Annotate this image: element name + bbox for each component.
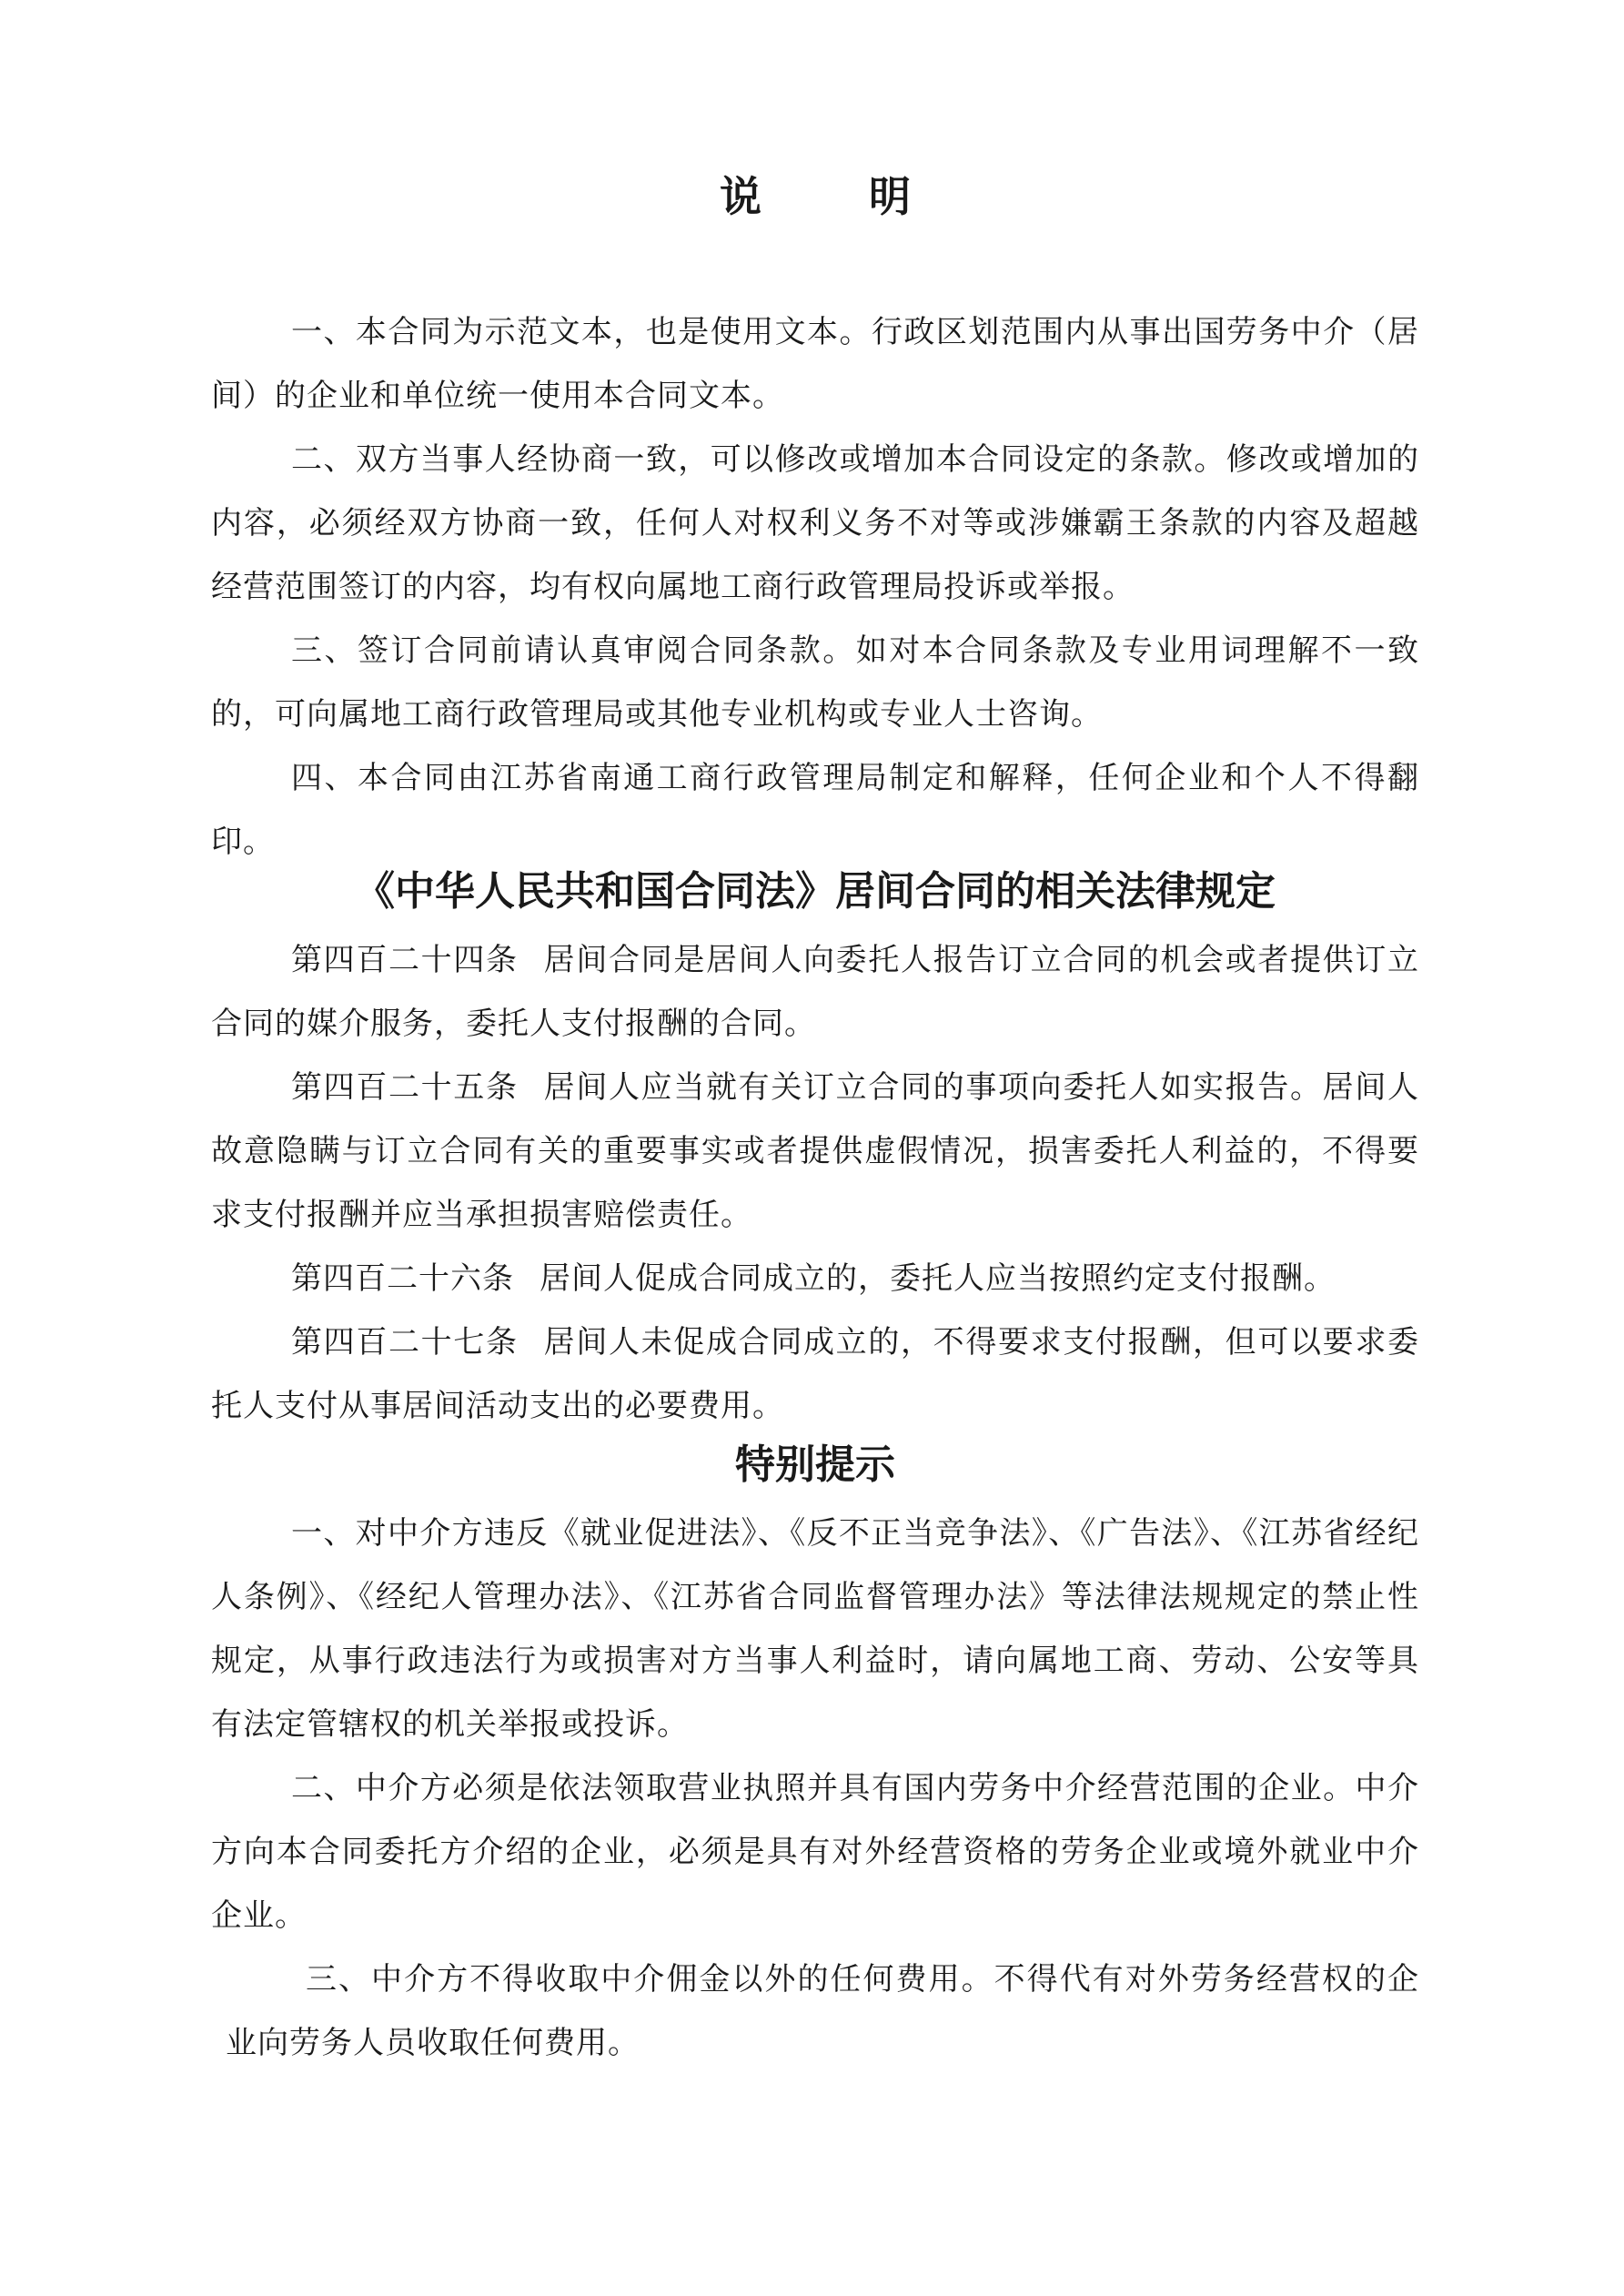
article-label: 第四百二十四条	[291, 942, 519, 978]
tip-paragraph-3: 三、中介方不得收取中介佣金以外的任何费用。不得代有对外劳务经营权的企业向劳务人员收取任何费用。	[226, 1961, 1419, 2061]
law-article-426	[211, 1247, 1419, 1310]
article-label: 第四百二十七条	[291, 1324, 519, 1360]
tip-paragraph-2: 二、中介方必须是依法领取营业执照并具有国内劳务中介经营范围的企业。中介方向本合同委托方介绍的企业，必须是具有对外经营资格的劳务企业或境外就业中介企业。	[211, 1770, 1419, 1934]
tip-paragraph-1: 一、对中介方违反《就业促进法》、《反不正当竞争法》、《广告法》、《江苏省经纪人条例》、《经纪人管理办法》、《江苏省合同监督管理办法》等法律法规规定的禁止性规定，从事行政违法行为或损害对方当事人利益时，请向属地工商、劳动、公安等具有法定管辖权的机关举报或投诉。	[211, 1515, 1419, 1743]
article-text: 居间人促成合同成立的，委托人应当按照约定支付报酬。	[540, 1260, 1336, 1297]
note-paragraph-4: 四、本合同由江苏省南通工商行政管理局制定和解释，任何企业和个人不得翻印。	[211, 760, 1419, 860]
law-article-425	[211, 1056, 1419, 1247]
article-text: 居间人应当就有关订立合同的事项向委托人如实报告。居间人故意隐瞒与订立合同有关的重要事实或者提供虚假情况，损害委托人利益的，不得要求支付报酬并应当承担损害赔偿责任。	[211, 1069, 1420, 1233]
article-text: 居间人未促成合同成立的，不得要求支付报酬，但可以要求委托人支付从事居间活动支出的必要费用。	[211, 1324, 1420, 1424]
law-section	[211, 855, 1419, 1438]
notes-section	[211, 300, 1419, 874]
page-title: 说明	[720, 172, 1018, 221]
law-article-424	[211, 928, 1419, 1056]
tips-section	[211, 1429, 1419, 2075]
law-heading: 《中华人民共和国合同法》居间合同的相关法律规定	[355, 868, 1276, 915]
article-label: 第四百二十五条	[291, 1069, 519, 1106]
article-label: 第四百二十六条	[291, 1260, 514, 1297]
note-paragraph-2: 二、双方当事人经协商一致，可以修改或增加本合同设定的条款。修改或增加的内容，必须经双方协商一致，任何人对权利义务不对等或涉嫌霸王条款的内容及超越经营范围签订的内容，均有权向属地工商行政管理局投诉或举报。	[211, 441, 1419, 605]
law-article-427	[211, 1310, 1419, 1438]
note-paragraph-1: 一、本合同为示范文本，也是使用文本。行政区划范围内从事出国劳务中介（居间）的企业和单位统一使用本合同文本。	[211, 314, 1419, 414]
article-text: 居间合同是居间人向委托人报告订立合同的机会或者提供订立合同的媒介服务，委托人支付报酬的合同。	[211, 942, 1420, 1042]
tips-heading: 特别提示	[735, 1441, 895, 1488]
note-paragraph-3: 三、签订合同前请认真审阅合同条款。如对本合同条款及专业用词理解不一致的，可向属地工商行政管理局或其他专业机构或专业人士咨询。	[211, 632, 1419, 733]
